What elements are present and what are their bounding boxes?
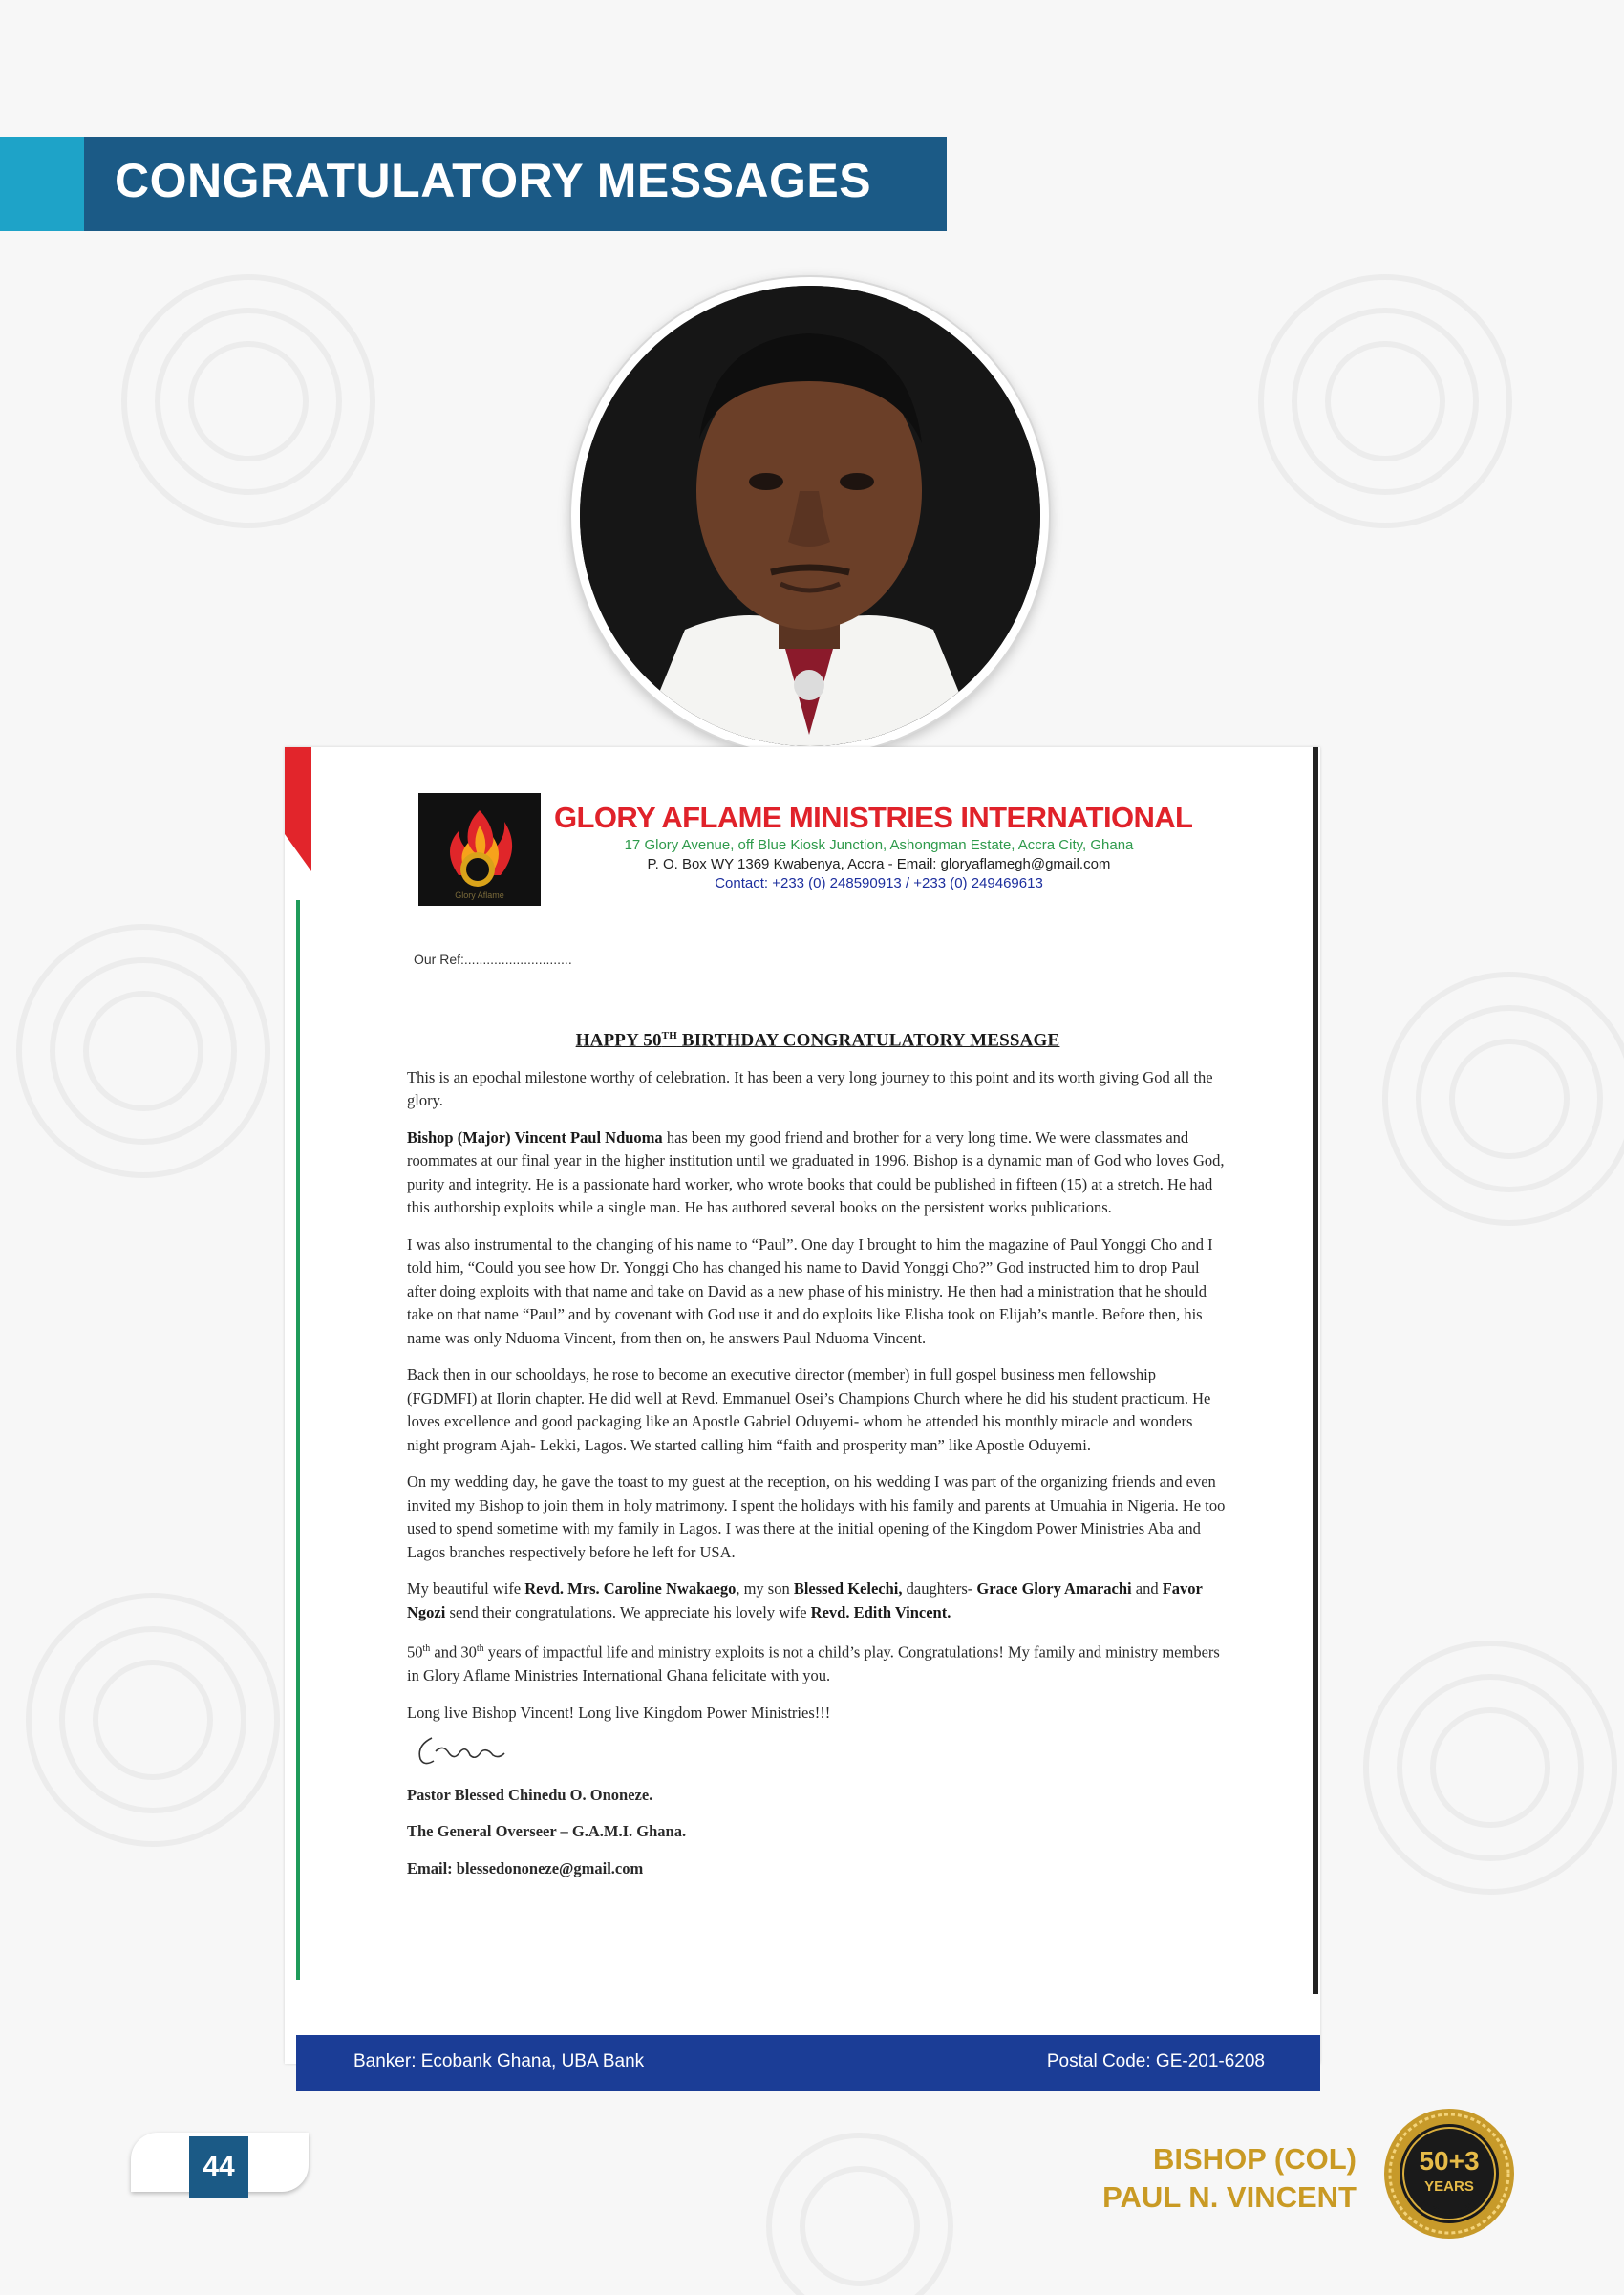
svg-text:YEARS: YEARS [1424,2178,1474,2195]
our-ref: Our Ref:............................. [414,952,572,967]
letter-title: HAPPY 50TH BIRTHDAY CONGRATULATORY MESSAGE [575,1030,1060,1051]
page-number: 44 [189,2136,248,2198]
portrait-photo [571,277,1049,755]
signatory-title: The General Overseer – G.A.M.I. Ghana. [407,1822,687,1841]
letter-black-rule [1313,747,1318,1994]
letter-body [407,1024,1229,1894]
org-po-box: P. O. Box WY 1369 Kwabenya, Accra - Email: gloryaflamegh@gmail.com [647,856,1111,872]
portrait-illustration [580,286,1040,746]
svg-text:Glory Aflame: Glory Aflame [455,890,504,900]
signatory-name: Pastor Blessed Chinedu O. Ononeze. [407,1785,653,1804]
letter-footer-bar [296,2035,1320,2091]
paragraph-6: My beautiful wife Revd. Mrs. Caroline Nwakaego, my son Blessed Kelechi, daughters- Grace Glory Amarachi and Favor Ngozi send their congratulations. We appreciate his lovely wife Revd. Edith Vincent. [407,1579,1203,1621]
handwritten-signature [411,1732,545,1770]
paragraph-2: Bishop (Major) Vincent Paul Nduoma has been my good friend and brother for a very long time. We were classmates and roommates at our final year in the higher institution until we graduated in 1996. Bishop is a dynamic man of God who loves God, purity and integrity. He is a passionate hard worker, who wrote books that could be published in fifteen (15) at a stretch. He had this authorship exploits while a single man. He has authored several books on the persistent works publications. [407,1127,1225,1217]
org-contact: Contact: +233 (0) 248590913 / +233 (0) 249469613 [715,875,1043,891]
paragraph-4: Back then in our schooldays, he rose to become an executive director (member) in full gospel business men fellowship (FGDMFI) at Ilorin chapter. He did well at Revd. Emmanuel Osei’s Champions Church where he did his student practicum. He loves excellence and good packaging like an Apostle Gabriel Oduyemi- whom he attended his monthly miracle and wonders night program Ajah- Lekki, Lagos. We started calling him “faith and prosperity man” like Apostle Oduyemi. [407,1365,1211,1454]
paragraph-8: Long live Bishop Vincent! Long live Kingdom Power Ministries!!! [407,1703,831,1722]
svg-text:BIRTHDAY: BIRTHDAY [1417,2197,1482,2221]
letter-red-accent [285,747,311,871]
paragraph-7: 50th and 30th years of impactful life and ministry exploits is not a child’s play. Congratulations! My family and ministry members in Glory Aflame Ministries International Ghana felicitate with you. [407,1642,1220,1685]
paragraph-3: I was also instrumental to the changing of his name to “Paul”. One day I brought to him the magazine of Paul Yonggi Cho and I told him, “Could you see how Dr. Yonggi Cho has changed his name to David Yonggi Cho?” God instructed him to drop Paul after doing exploits with that name and take on David as a new phase of his ministry. He then had a ministration that he should take on that name “Paul” and by covenant with God use it and do exploits like Elisha took on Elijah’s mantle. Before then, his name was only Nduoma Vincent, from then on, he answers Paul Nduoma Vincent. [407,1234,1213,1347]
letter-green-rule [296,900,300,1980]
ministry-logo [418,793,541,906]
org-address: 17 Glory Avenue, off Blue Kiosk Junction, Ashongman Estate, Accra City, Ghana [624,837,1134,853]
svg-text:50+3: 50+3 [1419,2146,1480,2176]
page-title: CONGRATULATORY MESSAGES [115,154,872,207]
banker-info: Banker: Ecobank Ghana, UBA Bank [353,2051,645,2071]
congratulatory-letter [285,747,1320,2071]
signatory-email: Email: blessedononeze@gmail.com [407,1858,644,1877]
footer-honoree-name: BISHOP (COL) PAUL N. VINCENT [1102,2142,1357,2214]
anniversary-badge-icon [1382,2107,1516,2241]
paragraph-5: On my wedding day, he gave the toast to my guest at the reception, on his wedding I was part of the organizing friends and even invited my Bishop to join them in holy matrimony. I spent the holidays with his family and parents at Umuahia in Nigeria. He too used to spend sometime with my family in Lagos. I was there at the initial opening of the Kingdom Power Ministries Aba and Lagos branches respectively before he left for USA. [407,1472,1226,1561]
postal-code: Postal Code: GE-201-6208 [1046,2051,1265,2071]
org-name: GLORY AFLAME MINISTRIES INTERNATIONAL [554,801,1193,834]
banner-accent [0,137,84,231]
paragraph-1: This is an epochal milestone worthy of celebration. It has been a very long journey to this point and its worth giving God all the glory. [407,1067,1213,1110]
